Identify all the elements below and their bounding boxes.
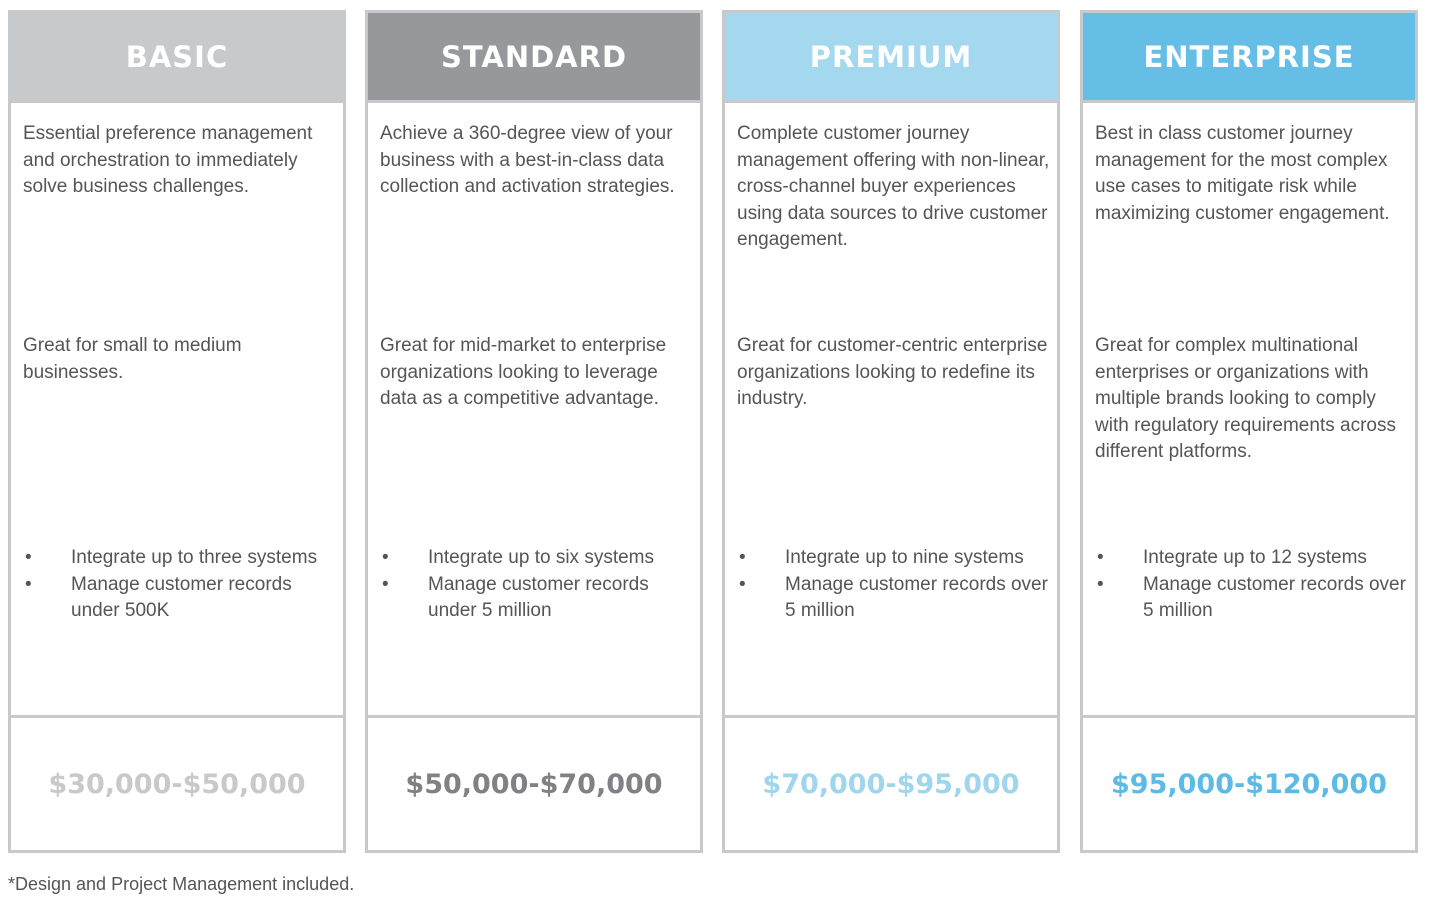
plan-price-enterprise: $95,000-$120,000 [1111,768,1387,800]
feature-item [737,545,1051,572]
plan-audience: Great for complex multinational enterprises or organizations with multiple brands looking to comply with regulatory requirements across different platforms. [1095,335,1396,462]
feature-list [380,545,694,625]
feature-text: Integrate up to six systems [428,547,654,568]
bullet-icon: • [1097,573,1104,595]
plan-body-premium [725,103,1057,718]
feature-text: Manage customer records over 5 million [1143,573,1406,621]
plan-body-standard [368,103,700,718]
bullet-icon: • [382,573,389,595]
feature-item [23,545,337,572]
plan-price-standard: $50,000-$70,000 [405,768,663,800]
plan-description: Essential preference management and orchestration to immediately solve business challenges. [23,123,313,197]
plan-card-standard [365,10,703,853]
feature-text: Manage customer records over 5 million [785,573,1048,621]
feature-text: Integrate up to three systems [71,547,318,568]
feature-item [380,545,694,572]
plan-audience: Great for mid-market to enterprise organizations looking to leverage data as a competitive advantage. [380,335,667,409]
feature-item [23,572,337,625]
plan-body-enterprise [1083,103,1415,718]
feature-item [1095,545,1409,572]
bullet-icon: • [1097,547,1104,568]
plan-card-premium [722,10,1060,853]
feature-item [380,572,694,625]
plan-price-premium: $70,000-$95,000 [762,768,1020,800]
plan-audience: Great for customer-centric enterprise organizations looking to redefine its industry. [737,335,1048,409]
footnote: *Design and Project Management included. [8,874,355,894]
plan-header-basic: BASIC [11,13,343,103]
feature-text: Manage customer records under 500K [71,573,292,621]
plan-body-basic [11,103,343,718]
bullet-icon: • [382,547,389,568]
plan-audience: Great for small to medium businesses. [23,335,242,383]
plan-header-enterprise: ENTERPRISE [1083,13,1415,103]
plan-card-basic [8,10,346,853]
plan-header-premium: PREMIUM [725,13,1057,103]
feature-item [1095,572,1409,625]
plan-description: Achieve a 360-degree view of your business with a best-in-class data collection and activation strategies. [380,123,675,197]
bullet-icon: • [25,547,32,568]
feature-text: Integrate up to 12 systems [1143,547,1367,568]
plan-card-enterprise [1080,10,1418,853]
bullet-icon: • [739,573,746,595]
plan-description: Complete customer journey management offering with non-linear, cross-channel buyer experiences using data sources to drive customer engagement. [737,123,1050,250]
bullet-icon: • [25,573,32,595]
feature-list [23,545,337,625]
feature-item [737,572,1051,625]
plan-header-standard: STANDARD [368,13,700,103]
plan-description: Best in class customer journey management for the most complex use cases to mitigate risk while maximizing customer engagement. [1095,123,1390,224]
feature-text: Integrate up to nine systems [785,547,1024,568]
feature-text: Manage customer records under 5 million [428,573,649,621]
feature-list [737,545,1051,625]
bullet-icon: • [739,547,746,568]
feature-list [1095,545,1409,625]
plan-price-basic: $30,000-$50,000 [48,768,306,800]
